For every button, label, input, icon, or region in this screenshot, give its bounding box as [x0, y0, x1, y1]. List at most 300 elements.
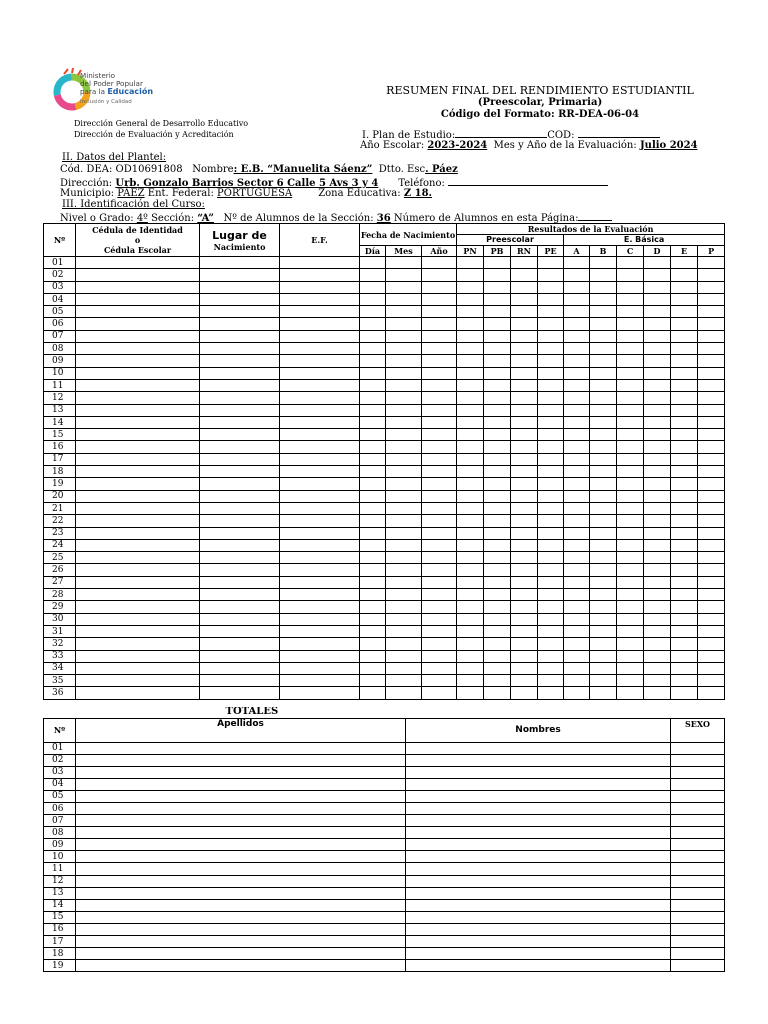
table-cell[interactable] — [360, 552, 386, 564]
table-cell[interactable] — [671, 576, 698, 588]
table-cell[interactable] — [200, 478, 280, 490]
table-cell[interactable] — [280, 293, 360, 305]
table-cell[interactable] — [617, 527, 644, 539]
table-cell[interactable] — [457, 478, 484, 490]
table-cell[interactable] — [360, 318, 386, 330]
table-cell[interactable] — [671, 281, 698, 293]
table-cell[interactable] — [360, 515, 386, 527]
table-cell[interactable] — [484, 490, 511, 502]
table-cell[interactable] — [644, 404, 671, 416]
table-cell[interactable] — [200, 490, 280, 502]
table-cell[interactable] — [386, 589, 422, 601]
table-cell[interactable] — [644, 687, 671, 699]
table-cell[interactable] — [538, 367, 564, 379]
table-cell[interactable] — [671, 613, 698, 625]
table-cell[interactable] — [617, 675, 644, 687]
table-cell[interactable] — [564, 490, 590, 502]
table-cell[interactable] — [457, 306, 484, 318]
table-cell[interactable] — [200, 355, 280, 367]
table-cell[interactable] — [484, 281, 511, 293]
table-cell[interactable] — [200, 662, 280, 674]
table-cell[interactable] — [671, 490, 698, 502]
table-cell[interactable] — [422, 281, 457, 293]
table-cell[interactable] — [406, 936, 671, 948]
table-cell[interactable] — [386, 564, 422, 576]
table-cell[interactable] — [644, 478, 671, 490]
table-cell[interactable] — [698, 601, 725, 613]
table-cell[interactable] — [76, 515, 200, 527]
table-cell[interactable] — [422, 330, 457, 342]
table-cell[interactable] — [564, 625, 590, 637]
table-cell[interactable] — [76, 662, 200, 674]
table-cell[interactable] — [564, 453, 590, 465]
table-cell[interactable] — [511, 662, 538, 674]
table-cell[interactable] — [698, 343, 725, 355]
table-cell[interactable] — [360, 367, 386, 379]
table-cell[interactable] — [671, 318, 698, 330]
table-cell[interactable] — [386, 576, 422, 588]
table-cell[interactable] — [200, 441, 280, 453]
table-cell[interactable] — [671, 330, 698, 342]
table-cell[interactable] — [590, 343, 617, 355]
table-cell[interactable] — [484, 441, 511, 453]
table-cell[interactable] — [484, 601, 511, 613]
table-cell[interactable] — [422, 687, 457, 699]
table-cell[interactable] — [280, 515, 360, 527]
table-cell[interactable] — [538, 490, 564, 502]
table-cell[interactable] — [360, 429, 386, 441]
table-cell[interactable] — [644, 490, 671, 502]
table-cell[interactable] — [200, 306, 280, 318]
table-cell[interactable] — [590, 490, 617, 502]
table-cell[interactable] — [76, 601, 200, 613]
table-cell[interactable] — [360, 466, 386, 478]
table-cell[interactable] — [457, 552, 484, 564]
table-cell[interactable] — [280, 564, 360, 576]
table-cell[interactable] — [422, 638, 457, 650]
table-cell[interactable] — [484, 293, 511, 305]
table-cell[interactable] — [671, 911, 725, 923]
table-cell[interactable] — [671, 404, 698, 416]
table-cell[interactable] — [671, 960, 725, 972]
table-cell[interactable] — [484, 675, 511, 687]
table-cell[interactable] — [511, 515, 538, 527]
table-cell[interactable] — [698, 662, 725, 674]
table-cell[interactable] — [76, 293, 200, 305]
table-cell[interactable] — [422, 416, 457, 428]
table-cell[interactable] — [280, 355, 360, 367]
table-cell[interactable] — [617, 318, 644, 330]
table-cell[interactable] — [76, 754, 406, 766]
table-cell[interactable] — [76, 281, 200, 293]
table-cell[interactable] — [76, 343, 200, 355]
table-cell[interactable] — [564, 527, 590, 539]
table-cell[interactable] — [511, 502, 538, 514]
table-cell[interactable] — [644, 539, 671, 551]
table-cell[interactable] — [617, 269, 644, 281]
table-cell[interactable] — [644, 675, 671, 687]
table-cell[interactable] — [280, 539, 360, 551]
table-cell[interactable] — [76, 318, 200, 330]
table-cell[interactable] — [76, 851, 406, 863]
table-cell[interactable] — [698, 576, 725, 588]
table-cell[interactable] — [200, 367, 280, 379]
table-cell[interactable] — [280, 675, 360, 687]
table-cell[interactable] — [671, 675, 698, 687]
table-cell[interactable] — [671, 429, 698, 441]
table-cell[interactable] — [457, 392, 484, 404]
table-cell[interactable] — [457, 502, 484, 514]
table-cell[interactable] — [617, 502, 644, 514]
table-cell[interactable] — [564, 257, 590, 269]
table-cell[interactable] — [644, 453, 671, 465]
table-cell[interactable] — [484, 429, 511, 441]
table-cell[interactable] — [457, 601, 484, 613]
table-cell[interactable] — [564, 269, 590, 281]
table-cell[interactable] — [360, 490, 386, 502]
table-cell[interactable] — [386, 416, 422, 428]
table-cell[interactable] — [564, 318, 590, 330]
table-cell[interactable] — [590, 601, 617, 613]
table-cell[interactable] — [280, 589, 360, 601]
table-cell[interactable] — [617, 564, 644, 576]
table-cell[interactable] — [386, 379, 422, 391]
table-cell[interactable] — [76, 576, 200, 588]
table-cell[interactable] — [538, 601, 564, 613]
table-cell[interactable] — [457, 576, 484, 588]
table-cell[interactable] — [386, 355, 422, 367]
table-cell[interactable] — [644, 662, 671, 674]
table-cell[interactable] — [644, 416, 671, 428]
table-cell[interactable] — [457, 466, 484, 478]
table-cell[interactable] — [564, 379, 590, 391]
table-cell[interactable] — [511, 379, 538, 391]
table-cell[interactable] — [590, 515, 617, 527]
table-cell[interactable] — [406, 911, 671, 923]
table-cell[interactable] — [484, 502, 511, 514]
table-cell[interactable] — [511, 441, 538, 453]
table-cell[interactable] — [538, 453, 564, 465]
table-cell[interactable] — [698, 675, 725, 687]
table-cell[interactable] — [422, 441, 457, 453]
table-cell[interactable] — [280, 527, 360, 539]
table-cell[interactable] — [671, 269, 698, 281]
table-cell[interactable] — [422, 404, 457, 416]
table-cell[interactable] — [590, 293, 617, 305]
table-cell[interactable] — [617, 355, 644, 367]
table-cell[interactable] — [671, 863, 725, 875]
table-cell[interactable] — [484, 367, 511, 379]
table-cell[interactable] — [538, 269, 564, 281]
table-cell[interactable] — [484, 478, 511, 490]
table-cell[interactable] — [511, 576, 538, 588]
table-cell[interactable] — [644, 355, 671, 367]
table-cell[interactable] — [538, 576, 564, 588]
table-cell[interactable] — [200, 293, 280, 305]
table-cell[interactable] — [590, 404, 617, 416]
table-cell[interactable] — [200, 379, 280, 391]
table-cell[interactable] — [590, 269, 617, 281]
table-cell[interactable] — [360, 379, 386, 391]
table-cell[interactable] — [698, 502, 725, 514]
table-cell[interactable] — [457, 564, 484, 576]
table-cell[interactable] — [590, 687, 617, 699]
table-cell[interactable] — [698, 429, 725, 441]
table-cell[interactable] — [564, 601, 590, 613]
table-cell[interactable] — [617, 662, 644, 674]
table-cell[interactable] — [538, 625, 564, 637]
table-cell[interactable] — [617, 638, 644, 650]
table-cell[interactable] — [511, 466, 538, 478]
table-cell[interactable] — [386, 343, 422, 355]
table-cell[interactable] — [484, 527, 511, 539]
table-cell[interactable] — [484, 453, 511, 465]
table-cell[interactable] — [360, 625, 386, 637]
table-cell[interactable] — [76, 887, 406, 899]
table-cell[interactable] — [617, 379, 644, 391]
table-cell[interactable] — [671, 515, 698, 527]
table-cell[interactable] — [200, 613, 280, 625]
table-cell[interactable] — [280, 330, 360, 342]
table-cell[interactable] — [422, 564, 457, 576]
table-cell[interactable] — [457, 269, 484, 281]
table-cell[interactable] — [671, 936, 725, 948]
table-cell[interactable] — [484, 638, 511, 650]
table-cell[interactable] — [422, 269, 457, 281]
table-cell[interactable] — [590, 281, 617, 293]
table-cell[interactable] — [564, 429, 590, 441]
table-cell[interactable] — [422, 453, 457, 465]
table-cell[interactable] — [511, 330, 538, 342]
table-cell[interactable] — [457, 355, 484, 367]
table-cell[interactable] — [644, 589, 671, 601]
table-cell[interactable] — [457, 687, 484, 699]
table-cell[interactable] — [386, 466, 422, 478]
table-cell[interactable] — [360, 257, 386, 269]
table-cell[interactable] — [644, 638, 671, 650]
table-cell[interactable] — [698, 281, 725, 293]
table-cell[interactable] — [406, 948, 671, 960]
table-cell[interactable] — [511, 355, 538, 367]
table-cell[interactable] — [590, 330, 617, 342]
table-cell[interactable] — [671, 802, 725, 814]
table-cell[interactable] — [280, 404, 360, 416]
table-cell[interactable] — [457, 613, 484, 625]
table-cell[interactable] — [538, 687, 564, 699]
table-cell[interactable] — [617, 306, 644, 318]
table-cell[interactable] — [200, 269, 280, 281]
table-cell[interactable] — [457, 589, 484, 601]
table-cell[interactable] — [671, 923, 725, 935]
table-cell[interactable] — [671, 589, 698, 601]
table-cell[interactable] — [644, 552, 671, 564]
table-cell[interactable] — [422, 355, 457, 367]
cod-field[interactable] — [578, 128, 660, 138]
table-cell[interactable] — [200, 502, 280, 514]
table-cell[interactable] — [538, 429, 564, 441]
table-cell[interactable] — [422, 613, 457, 625]
table-cell[interactable] — [511, 613, 538, 625]
table-cell[interactable] — [511, 625, 538, 637]
table-cell[interactable] — [698, 318, 725, 330]
table-cell[interactable] — [671, 564, 698, 576]
table-cell[interactable] — [671, 343, 698, 355]
table-cell[interactable] — [644, 269, 671, 281]
table-cell[interactable] — [360, 527, 386, 539]
table-cell[interactable] — [671, 766, 725, 778]
table-cell[interactable] — [386, 687, 422, 699]
table-cell[interactable] — [406, 875, 671, 887]
table-cell[interactable] — [406, 766, 671, 778]
table-cell[interactable] — [422, 392, 457, 404]
table-cell[interactable] — [200, 330, 280, 342]
table-cell[interactable] — [457, 343, 484, 355]
table-cell[interactable] — [590, 392, 617, 404]
table-cell[interactable] — [422, 257, 457, 269]
table-cell[interactable] — [671, 790, 725, 802]
table-cell[interactable] — [538, 515, 564, 527]
table-cell[interactable] — [406, 960, 671, 972]
table-cell[interactable] — [564, 589, 590, 601]
table-cell[interactable] — [484, 687, 511, 699]
table-cell[interactable] — [386, 601, 422, 613]
table-cell[interactable] — [698, 441, 725, 453]
table-cell[interactable] — [422, 589, 457, 601]
table-cell[interactable] — [76, 552, 200, 564]
table-cell[interactable] — [406, 851, 671, 863]
table-cell[interactable] — [76, 911, 406, 923]
table-cell[interactable] — [280, 552, 360, 564]
table-cell[interactable] — [617, 293, 644, 305]
table-cell[interactable] — [386, 662, 422, 674]
table-cell[interactable] — [698, 552, 725, 564]
table-cell[interactable] — [698, 687, 725, 699]
table-cell[interactable] — [386, 625, 422, 637]
table-cell[interactable] — [280, 318, 360, 330]
table-cell[interactable] — [386, 675, 422, 687]
table-cell[interactable] — [698, 416, 725, 428]
table-cell[interactable] — [698, 269, 725, 281]
table-cell[interactable] — [698, 613, 725, 625]
table-cell[interactable] — [698, 306, 725, 318]
table-cell[interactable] — [644, 343, 671, 355]
table-cell[interactable] — [511, 539, 538, 551]
table-cell[interactable] — [422, 650, 457, 662]
table-cell[interactable] — [511, 478, 538, 490]
table-cell[interactable] — [76, 502, 200, 514]
table-cell[interactable] — [698, 466, 725, 478]
table-cell[interactable] — [484, 625, 511, 637]
table-cell[interactable] — [538, 675, 564, 687]
table-cell[interactable] — [76, 379, 200, 391]
table-cell[interactable] — [671, 742, 725, 754]
table-cell[interactable] — [617, 687, 644, 699]
table-cell[interactable] — [386, 257, 422, 269]
table-cell[interactable] — [200, 539, 280, 551]
table-cell[interactable] — [511, 343, 538, 355]
table-cell[interactable] — [564, 281, 590, 293]
table-cell[interactable] — [590, 625, 617, 637]
table-cell[interactable] — [617, 478, 644, 490]
table-cell[interactable] — [422, 552, 457, 564]
table-cell[interactable] — [422, 625, 457, 637]
table-cell[interactable] — [671, 466, 698, 478]
table-cell[interactable] — [538, 392, 564, 404]
table-cell[interactable] — [538, 379, 564, 391]
table-cell[interactable] — [671, 887, 725, 899]
table-cell[interactable] — [617, 257, 644, 269]
table-cell[interactable] — [200, 404, 280, 416]
table-cell[interactable] — [280, 478, 360, 490]
table-cell[interactable] — [671, 539, 698, 551]
table-cell[interactable] — [590, 355, 617, 367]
table-cell[interactable] — [484, 564, 511, 576]
table-cell[interactable] — [280, 502, 360, 514]
table-cell[interactable] — [200, 650, 280, 662]
table-cell[interactable] — [564, 515, 590, 527]
table-cell[interactable] — [564, 330, 590, 342]
table-cell[interactable] — [76, 687, 200, 699]
table-cell[interactable] — [698, 527, 725, 539]
table-cell[interactable] — [422, 539, 457, 551]
table-cell[interactable] — [698, 367, 725, 379]
table-cell[interactable] — [422, 515, 457, 527]
table-cell[interactable] — [200, 638, 280, 650]
table-cell[interactable] — [76, 589, 200, 601]
table-cell[interactable] — [564, 392, 590, 404]
table-cell[interactable] — [564, 576, 590, 588]
table-cell[interactable] — [280, 613, 360, 625]
table-cell[interactable] — [564, 306, 590, 318]
table-cell[interactable] — [644, 576, 671, 588]
table-cell[interactable] — [280, 343, 360, 355]
table-cell[interactable] — [671, 815, 725, 827]
table-cell[interactable] — [422, 527, 457, 539]
table-cell[interactable] — [422, 429, 457, 441]
table-cell[interactable] — [671, 392, 698, 404]
table-cell[interactable] — [386, 441, 422, 453]
table-cell[interactable] — [360, 650, 386, 662]
table-cell[interactable] — [386, 453, 422, 465]
table-cell[interactable] — [511, 675, 538, 687]
table-cell[interactable] — [671, 754, 725, 766]
table-cell[interactable] — [76, 367, 200, 379]
table-cell[interactable] — [617, 650, 644, 662]
table-cell[interactable] — [200, 453, 280, 465]
table-cell[interactable] — [538, 539, 564, 551]
table-cell[interactable] — [280, 650, 360, 662]
table-cell[interactable] — [360, 416, 386, 428]
table-cell[interactable] — [617, 625, 644, 637]
table-cell[interactable] — [484, 404, 511, 416]
table-cell[interactable] — [280, 638, 360, 650]
table-cell[interactable] — [200, 601, 280, 613]
table-cell[interactable] — [457, 638, 484, 650]
table-cell[interactable] — [511, 638, 538, 650]
table-cell[interactable] — [564, 552, 590, 564]
table-cell[interactable] — [644, 318, 671, 330]
table-cell[interactable] — [617, 441, 644, 453]
table-cell[interactable] — [484, 552, 511, 564]
table-cell[interactable] — [590, 441, 617, 453]
table-cell[interactable] — [76, 613, 200, 625]
table-cell[interactable] — [511, 404, 538, 416]
table-cell[interactable] — [422, 293, 457, 305]
table-cell[interactable] — [484, 379, 511, 391]
table-cell[interactable] — [671, 441, 698, 453]
table-cell[interactable] — [511, 257, 538, 269]
table-cell[interactable] — [360, 589, 386, 601]
